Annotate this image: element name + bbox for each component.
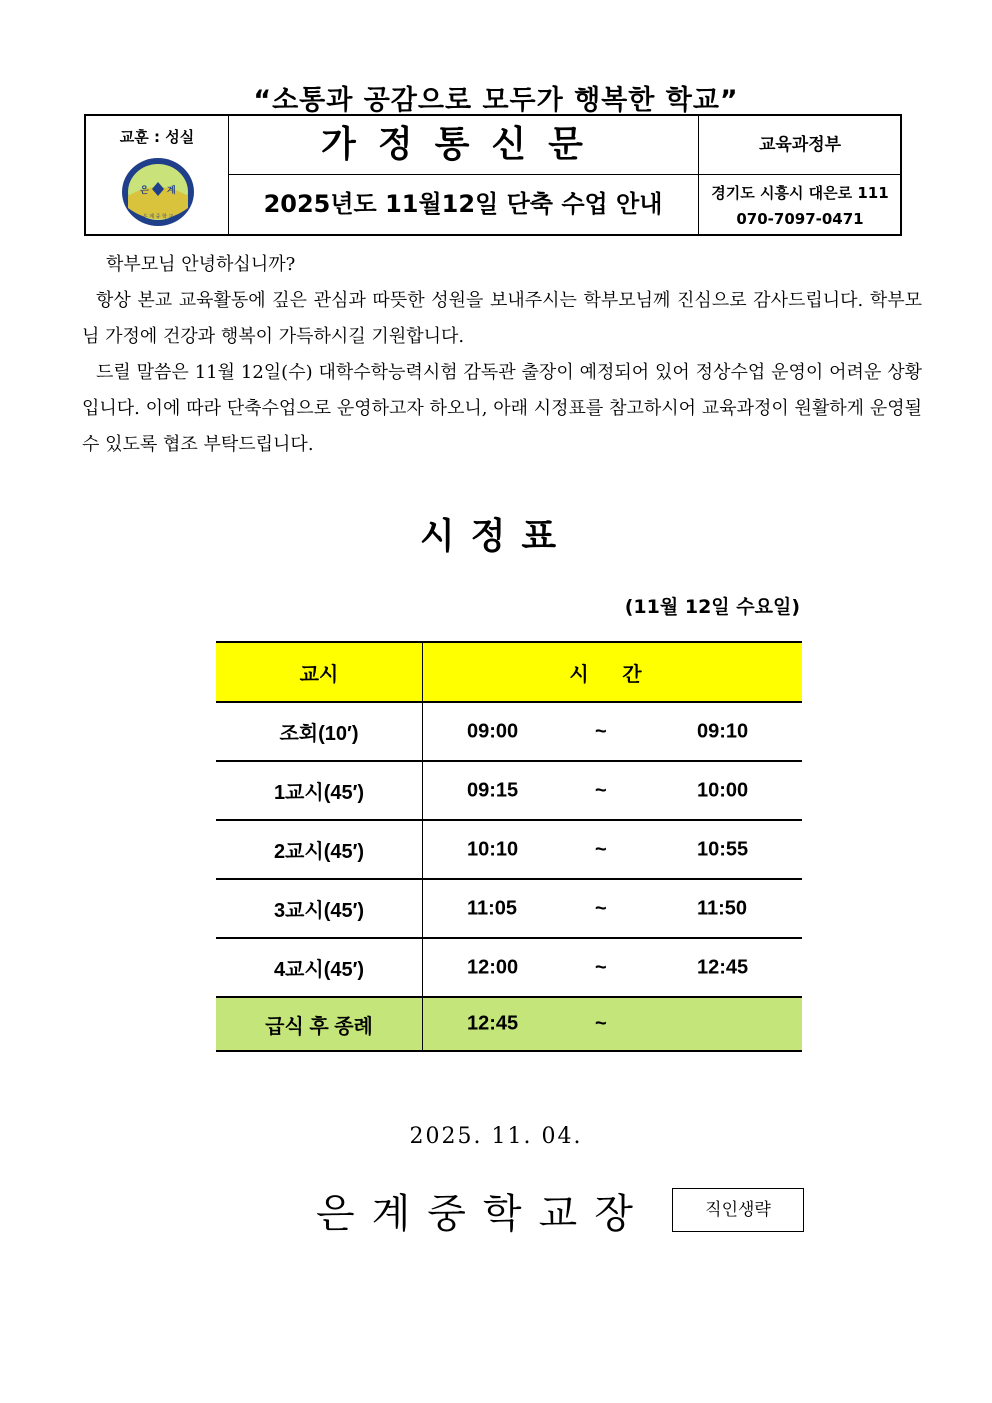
seal-omitted-box: 직인생략	[672, 1188, 804, 1232]
time-cell	[423, 938, 803, 997]
period-cell: 3교시(45′)	[216, 879, 423, 938]
logo-right-char: 계	[167, 186, 176, 196]
department-name: 교육과정부	[699, 116, 901, 175]
period-cell: 2교시(45′)	[216, 820, 423, 879]
time-separator: ~	[595, 838, 607, 860]
time-cell	[423, 702, 803, 761]
schedule-date-note: (11월 12일 수요일)	[624, 596, 800, 618]
time-cell	[423, 879, 803, 938]
start-time: 12:45	[467, 1012, 519, 1035]
greeting: 학부모님 안녕하십니까?	[106, 254, 296, 275]
schedule-title: 시정표	[419, 516, 573, 557]
period-cell: 조회(10′)	[216, 702, 423, 761]
letter-paragraph-1: 항상 본교 교육활동에 깊은 관심과 따뜻한 성원을 보내주시는 학부모님께 진심으로 감사드립니다. 학부모님 가정에 건강과 행복이 가득하시길 기원합니다.	[82, 290, 922, 347]
period-cell: 1교시(45′)	[216, 761, 423, 820]
newsletter-header	[84, 114, 902, 236]
schedule-table	[216, 641, 802, 1052]
table-row	[216, 820, 802, 879]
logo-left-char: 은	[140, 186, 149, 196]
logo-bottom-text: 은 계 중 학 교	[142, 214, 174, 220]
newsletter-subtitle: 2025년도 11월12일 단축 수업 안내	[263, 190, 663, 218]
period-cell: 급식 후 종례	[216, 997, 423, 1051]
header-motto-cell	[86, 116, 229, 234]
time-cell	[423, 761, 803, 820]
time-separator: ~	[595, 956, 607, 978]
school-address: 경기도 시흥시 대은로 111	[711, 184, 889, 202]
end-time: 10:00	[697, 779, 749, 801]
end-time: 11:50	[697, 897, 748, 919]
school-logo-icon	[120, 156, 196, 228]
time-column-header: 시 간	[423, 642, 803, 702]
time-separator: ~	[595, 897, 607, 919]
time-separator: ~	[595, 779, 607, 801]
table-row	[216, 761, 802, 820]
school-slogan: “소통과 공감으로 모두가 행복한 학교”	[253, 85, 739, 116]
school-phone: 070-7097-0471	[736, 210, 864, 228]
start-time: 11:05	[467, 897, 518, 919]
table-row	[216, 997, 802, 1051]
school-motto: 교훈 : 성실	[119, 128, 195, 146]
schedule-header-row	[216, 642, 802, 702]
start-time: 09:00	[467, 720, 519, 742]
period-cell: 4교시(45′)	[216, 938, 423, 997]
end-time: 12:45	[697, 956, 749, 978]
start-time: 09:15	[467, 779, 519, 801]
time-cell	[423, 997, 803, 1051]
time-separator: ~	[595, 720, 607, 742]
header-info-cell	[698, 116, 901, 234]
time-separator: ~	[595, 1012, 607, 1035]
end-time: 10:55	[697, 838, 749, 860]
table-row	[216, 702, 802, 761]
newsletter-title: 가정통신문	[228, 116, 698, 175]
principal-signature: 은계중학교장	[316, 1191, 650, 1237]
start-time: 10:10	[467, 838, 519, 860]
end-time: 09:10	[697, 720, 749, 742]
period-column-header: 교시	[216, 642, 423, 702]
time-cell	[423, 820, 803, 879]
issue-date: 2025. 11. 04.	[409, 1124, 583, 1149]
table-row	[216, 938, 802, 997]
start-time: 12:00	[467, 956, 519, 978]
table-row	[216, 879, 802, 938]
letter-paragraph-2: 드릴 말씀은 11월 12일(수) 대학수학능력시험 감독관 출장이 예정되어 있어 정상수업 운영이 어려운 상황입니다. 이에 따라 단축수업으로 운영하고자 하오니, 아래 시정표를 참고하시어 교육과정이 원활하게 운영될 수 있도록 협조 부탁드립니다.	[82, 362, 922, 455]
